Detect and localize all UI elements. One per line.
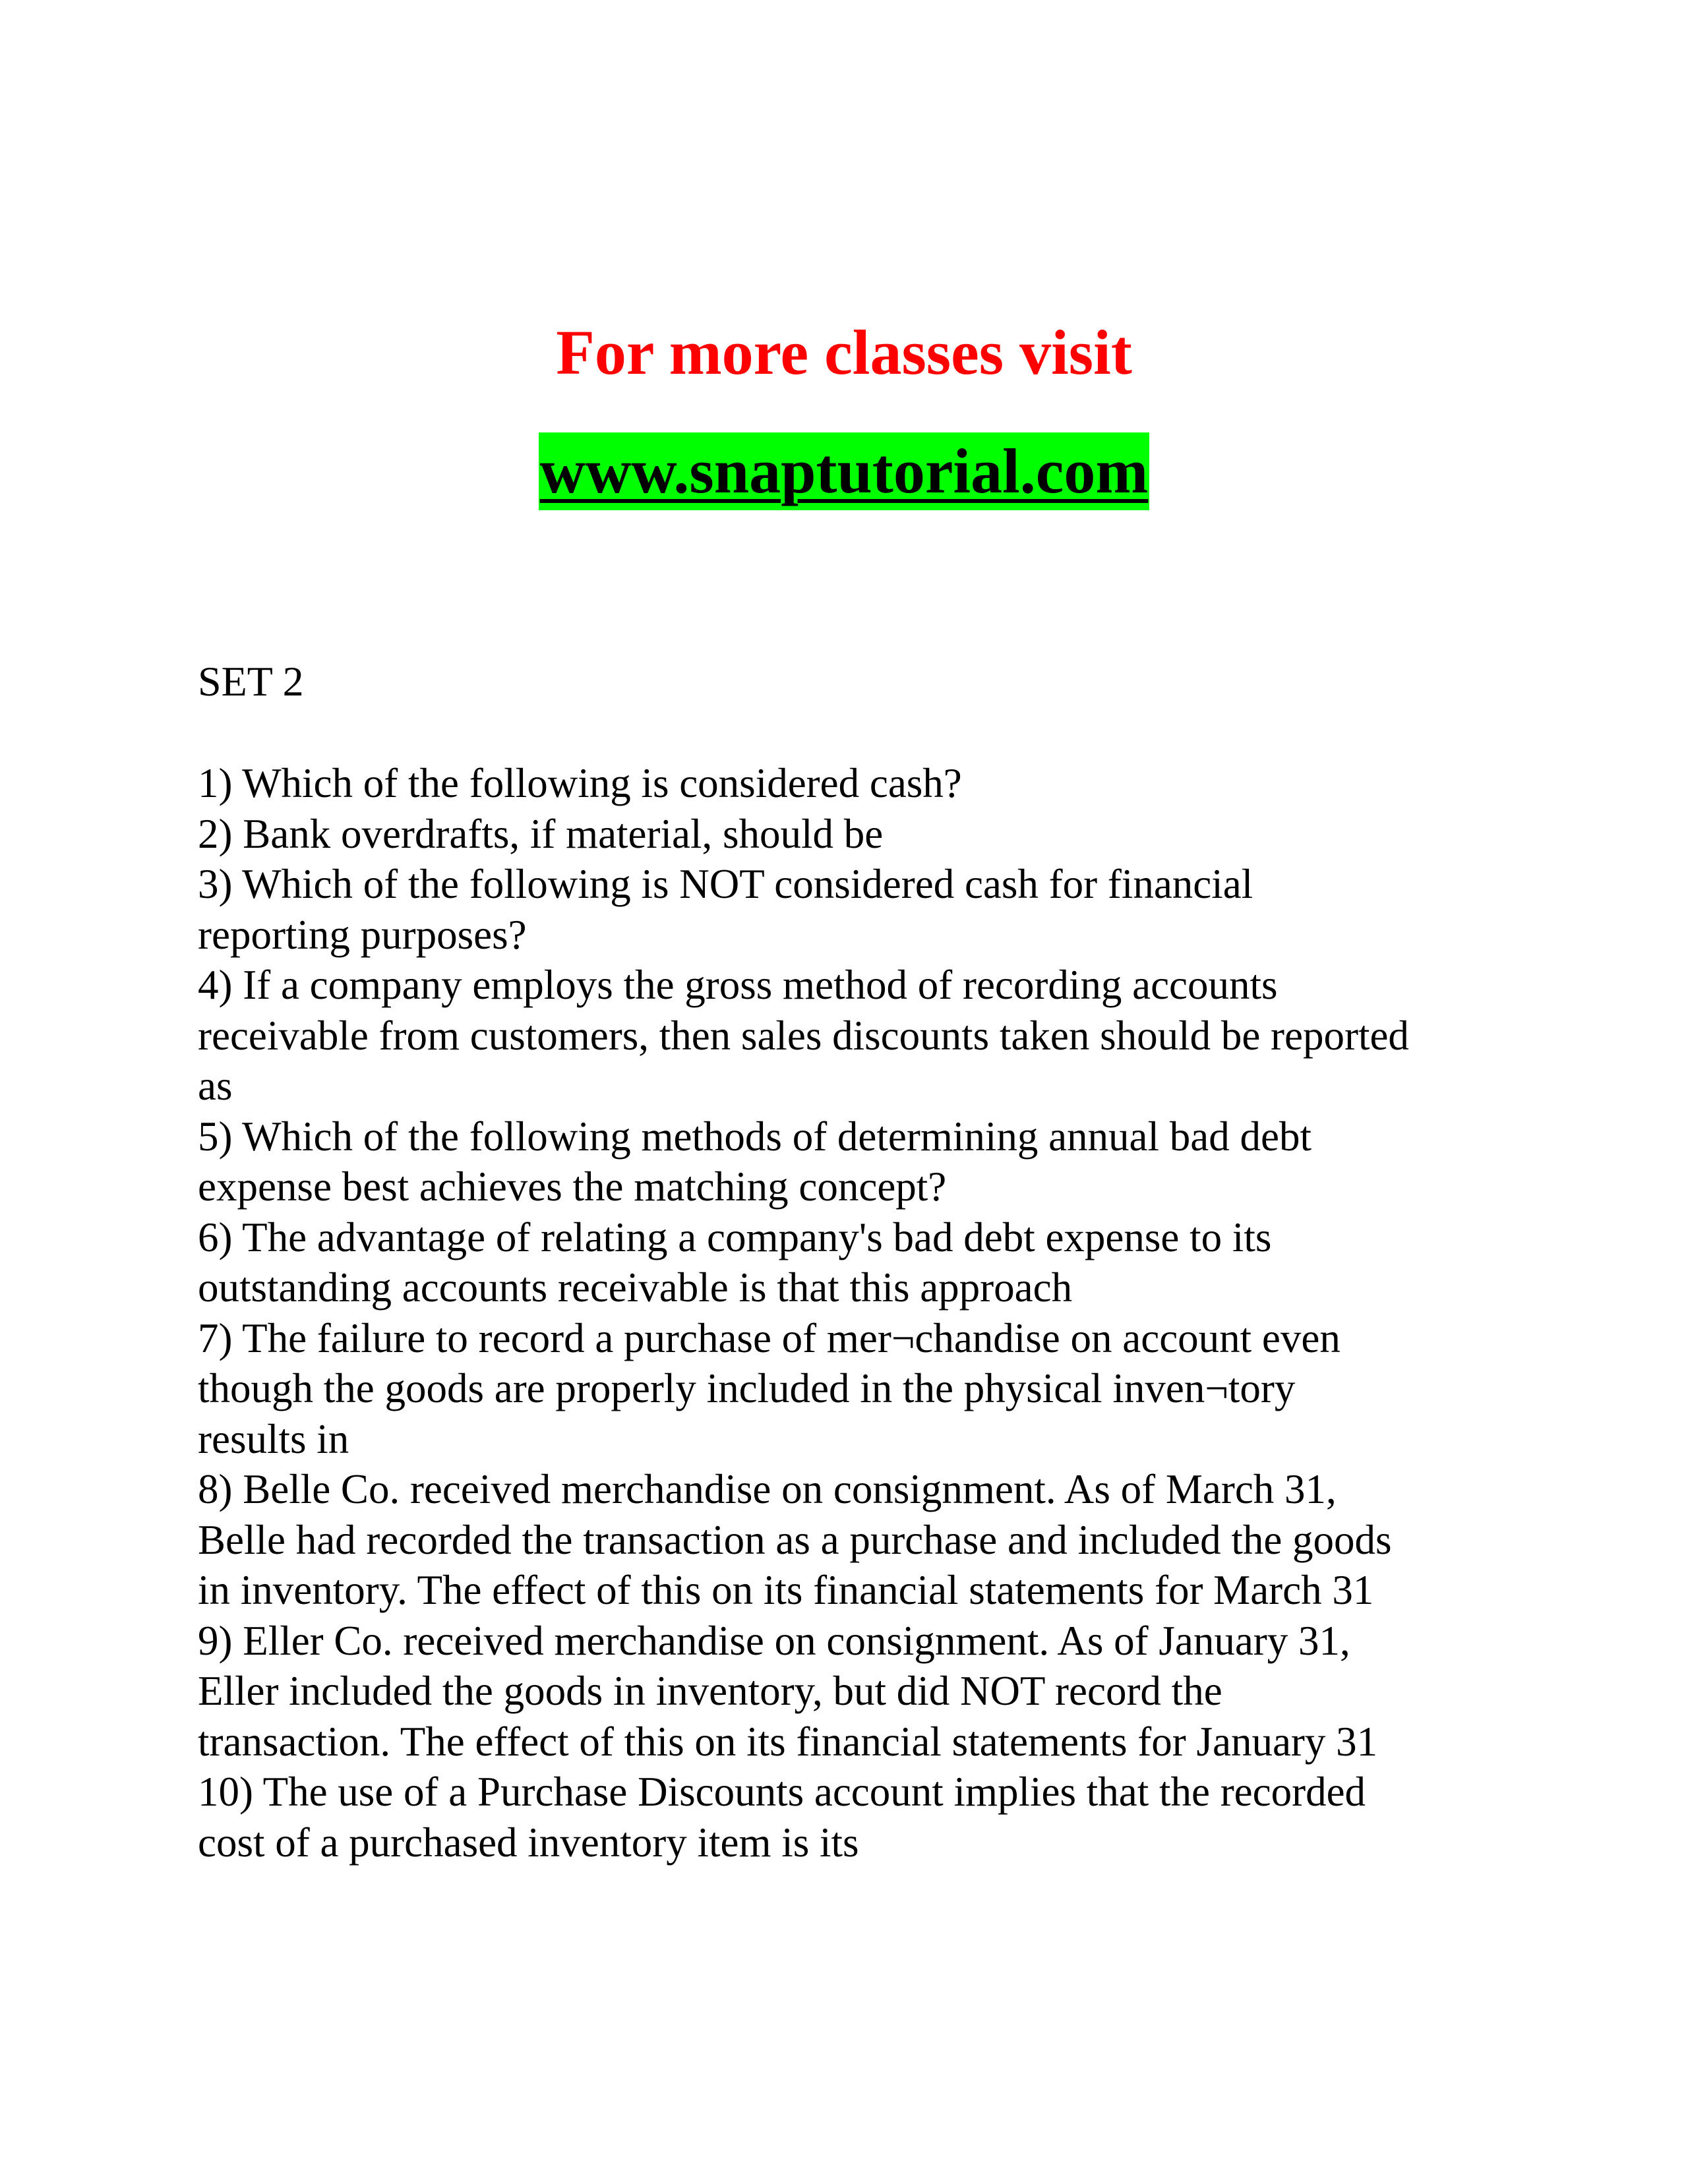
question-line-8: 5) Which of the following methods of determining annual bad debt (198, 1113, 1311, 1160)
question-line-9: expense best achieves the matching concept? (198, 1164, 947, 1210)
question-line-10: 6) The advantage of relating a company's bad debt expense to its (198, 1214, 1272, 1260)
question-line-2: 2) Bank overdrafts, if material, should be (198, 810, 884, 857)
question-line-3: 3) Which of the following is NOT considered cash for financial (198, 861, 1253, 907)
question-list (198, 758, 1517, 1868)
promo-link-container (0, 432, 1688, 510)
question-line-17: in inventory. The effect of this on its financial statements for March 31 (198, 1567, 1374, 1613)
question-line-18: 9) Eller Co. received merchandise on consignment. As of January 31, (198, 1617, 1350, 1664)
promo-title: For more classes visit (556, 317, 1132, 388)
question-line-20: transaction. The effect of this on its financial statements for January 31 (198, 1718, 1378, 1765)
promo-link[interactable]: www.snaptutorial.com (539, 432, 1150, 510)
question-line-16: Belle had recorded the transaction as a purchase and included the goods (198, 1516, 1392, 1563)
question-line-22: cost of a purchased inventory item is its (198, 1819, 859, 1866)
question-line-4: reporting purposes? (198, 911, 527, 958)
question-line-6: receivable from customers, then sales discounts taken should be reported (198, 1012, 1409, 1059)
question-line-7: as (198, 1063, 233, 1109)
question-line-14: results in (198, 1415, 349, 1462)
set-label: SET 2 (198, 658, 304, 705)
question-line-15: 8) Belle Co. received merchandise on consignment. As of March 31, (198, 1466, 1337, 1512)
question-line-5: 4) If a company employs the gross method of recording accounts (198, 962, 1278, 1008)
question-line-12: 7) The failure to record a purchase of mer¬chandise on account even (198, 1314, 1341, 1361)
question-line-1: 1) Which of the following is considered cash? (198, 760, 962, 806)
question-line-13: though the goods are properly included in the physical inven¬tory (198, 1365, 1296, 1411)
question-line-19: Eller included the goods in inventory, but did NOT record the (198, 1668, 1222, 1714)
question-line-11: outstanding accounts receivable is that this approach (198, 1264, 1073, 1311)
question-line-21: 10) The use of a Purchase Discounts account implies that the recorded (198, 1769, 1366, 1815)
